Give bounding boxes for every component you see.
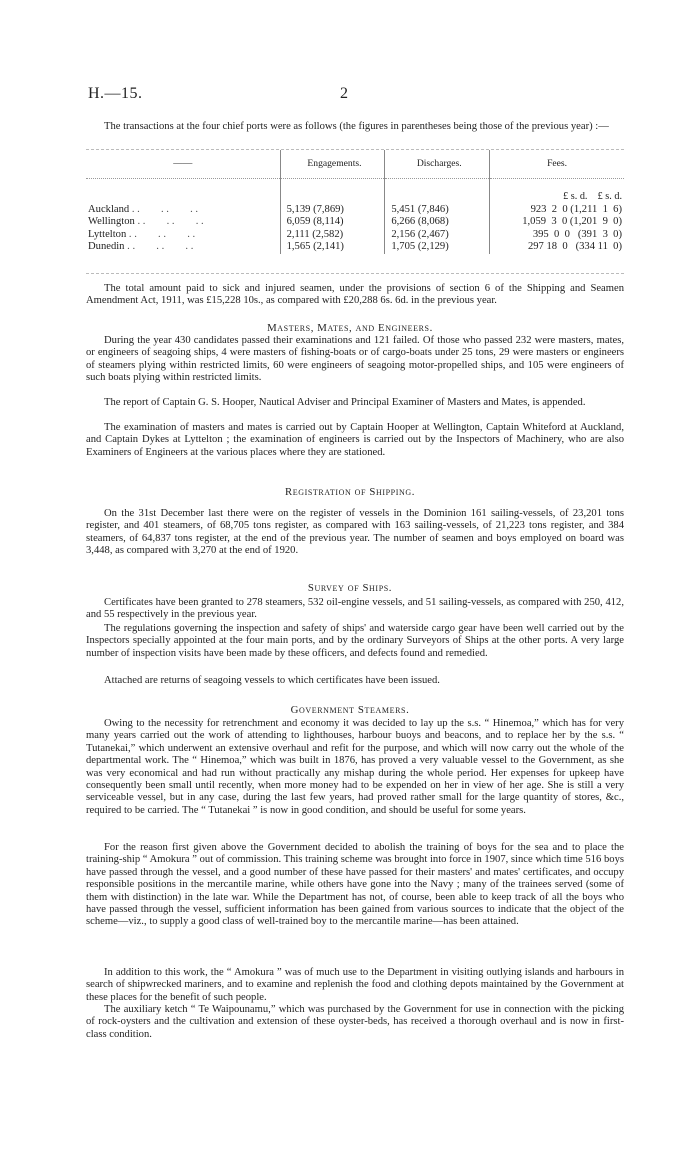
- fee-units: £ s. d. £ s. d.: [490, 179, 624, 204]
- intro-paragraph: The transactions at the four chief ports were as follows (the figures in parentheses being those of the previous year) :—: [104, 121, 609, 132]
- heading-masters-mates-engineers: Masters, Mates, and Engineers.: [267, 322, 433, 334]
- fees-cell: 923 2 0 (1,211 1 6): [490, 203, 624, 216]
- header-discharges: Discharges.: [385, 150, 490, 179]
- seamen-payment-paragraph: The total amount paid to sick and injured seamen, under the provisions of section 6 of the Shipping and Seamen Amendment Act, 1911, was £15,228 10s., as compared with £20,288 6s. 6d. in the previous year.: [86, 283, 624, 307]
- table-row: [86, 216, 624, 229]
- engagements-cell: 5,139 (7,869): [280, 203, 385, 216]
- engagements-cell: 2,111 (2,582): [280, 229, 385, 242]
- table-bottom-rule: [86, 273, 624, 275]
- discharges-cell: 5,451 (7,846): [385, 203, 490, 216]
- government-paragraph-3: In addition to this work, the “ Amokura ” was of much use to the Department in visiting outlying islands and harbours in search of shipwrecked mariners, and to examine and replenish the food and clothing depots maintained by the Government at these places for the benefit of such people.: [86, 967, 624, 1003]
- government-paragraph-1: Owing to the necessity for retrenchment and economy it was decided to lay up the s.s. “ Hinemoa,” which has for very many years carried out the work of attending to lighthouses, harbour buoys and beacons, and to replace her by the s.s. “ Tutanekai,” which underwent an extensive overhaul and refit for the purpose, and which will now carry out the whole of the departmental work. The “ Hinemoa,” which was built in 1876, has proved a very valuable vessel to the Government, as she was very economical and had run without practically any mishap during the whole period. Her expenses for upkeep have consequently been small until recently, when more money had to be expended on her in view of her age. She is still a very serviceable vessel, but in any case, during the last few years, had proved rather small for the large quantity of stores, &c., required to be carried. The “ Tutanekai ” is now in good condition, and should be useful for some years.: [86, 718, 624, 816]
- report-reference: H.—15.: [88, 85, 143, 102]
- dot-leader: . . . . . .: [137, 216, 204, 228]
- header-engagements: Engagements.: [280, 150, 385, 179]
- masters-paragraph-2: The report of Captain G. S. Hooper, Nautical Adviser and Principal Examiner of Masters and Mates, is appended.: [104, 397, 586, 408]
- dot-leader: . . . . . .: [128, 228, 196, 240]
- survey-paragraph-3: Attached are returns of seagoing vessels to which certificates have been issued.: [104, 675, 440, 686]
- engagements-cell: 6,059 (8,114): [280, 216, 385, 229]
- dot-leader: . . . . . .: [131, 203, 199, 215]
- fees-cell: 297 18 0 (334 11 0): [490, 241, 624, 254]
- port-name: Wellington: [88, 216, 135, 228]
- header-blank: ——: [86, 150, 280, 179]
- table-row: [86, 203, 624, 216]
- heading-government-steamers: Government Steamers.: [290, 704, 410, 716]
- engagements-cell: 1,565 (2,141): [280, 241, 385, 254]
- fees-cell: 1,059 3 0 (1,201 9 0): [490, 216, 624, 229]
- discharges-cell: 2,156 (2,467): [385, 229, 490, 242]
- masters-paragraph-3: The examination of masters and mates is carried out by Captain Hooper at Wellington, Captain Whiteford at Auckland, and Captain Dykes at Lyttelton ; the examination of engineers is carried out by the Inspectors of Machinery, who are also Examiners of Engineers at the various places where they are stationed.: [86, 422, 624, 458]
- port-transactions-table: [86, 150, 624, 254]
- survey-paragraph-1: Certificates have been granted to 278 steamers, 532 oil-engine vessels, and 51 sailing-vessels, as compared with 250, 412, and 55 respectively in the previous year.: [86, 597, 624, 621]
- header-fees: Fees.: [490, 150, 624, 179]
- discharges-cell: 1,705 (2,129): [385, 241, 490, 254]
- fees-cell: 395 0 0 (391 3 0): [490, 229, 624, 242]
- table-row: [86, 229, 624, 242]
- port-name: Auckland: [88, 203, 130, 215]
- government-paragraph-2: For the reason first given above the Government decided to abolish the training of boys for the sea and to place the training-ship “ Amokura ” out of commission. This training scheme was brought into force in 1907, since which time 516 boys have passed through the vessel, and a good number of these have passed for their masters' and mates' certificates, and occupy responsible positions in the mercantile marine, while others have gone into the Navy ; many of the trainees served (some of them with distinction) in the late war. While the Department has not, of course, been able to keep track of all the boys who have passed through the vessel, sufficient information has been gained from various sources to indicate that the object of the scheme—viz., to supply a good class of well-trained boy to the mercantile marine—has been attained.: [86, 842, 624, 928]
- table-header-row: [86, 150, 624, 179]
- discharges-cell: 6,266 (8,068): [385, 216, 490, 229]
- table-row: [86, 241, 624, 254]
- port-name: Lyttelton: [88, 228, 127, 240]
- government-paragraph-4: The auxiliary ketch “ Te Waipounamu,” which was purchased by the Government for use in connection with the picking of rock-oysters and the cultivation and extension of these oyster-beds, has received a thorough overhaul and is now in first-class condition.: [86, 1004, 624, 1040]
- survey-paragraph-2: The regulations governing the inspection and safety of ships' and waterside cargo gear have been well carried out by the Inspectors specially appointed at the four main ports, and by the ordinary Surveyors of Ships at the other ports. A very large number of inspection visits have been made by these officers, and defects found and remedied.: [86, 623, 624, 659]
- table-units-row: [86, 179, 624, 204]
- registration-paragraph: On the 31st December last there were on the register of vessels in the Dominion 161 sailing-vessels, of 23,201 tons register, and 401 steamers, of 68,705 tons register, as compared with 163 sailing-vessels, of 21,223 tons register, and 384 steamers, of 64,837 tons register, at the end of the previous year. The number of seamen and boys employed on board was 3,448, as compared with 3,270 at the end of 1920.: [86, 508, 624, 557]
- heading-survey: Survey of Ships.: [307, 582, 393, 594]
- page-number: 2: [340, 85, 348, 102]
- heading-registration: Registration of Shipping.: [284, 486, 416, 498]
- dot-leader: . . . . . .: [127, 241, 194, 253]
- port-name: Dunedin: [88, 241, 125, 253]
- masters-paragraph-1: During the year 430 candidates passed their examinations and 121 failed. Of those who passed 232 were masters, mates, or engineers of seagoing ships, 4 were masters of fishing-boats or of cargo-boats under 25 tons, 29 were masters or engineers of steamers plying within restricted limits, 60 were engineers of seagoing motor-propelled ships, and 105 were engineers of such boats plying within restricted limits.: [86, 335, 624, 384]
